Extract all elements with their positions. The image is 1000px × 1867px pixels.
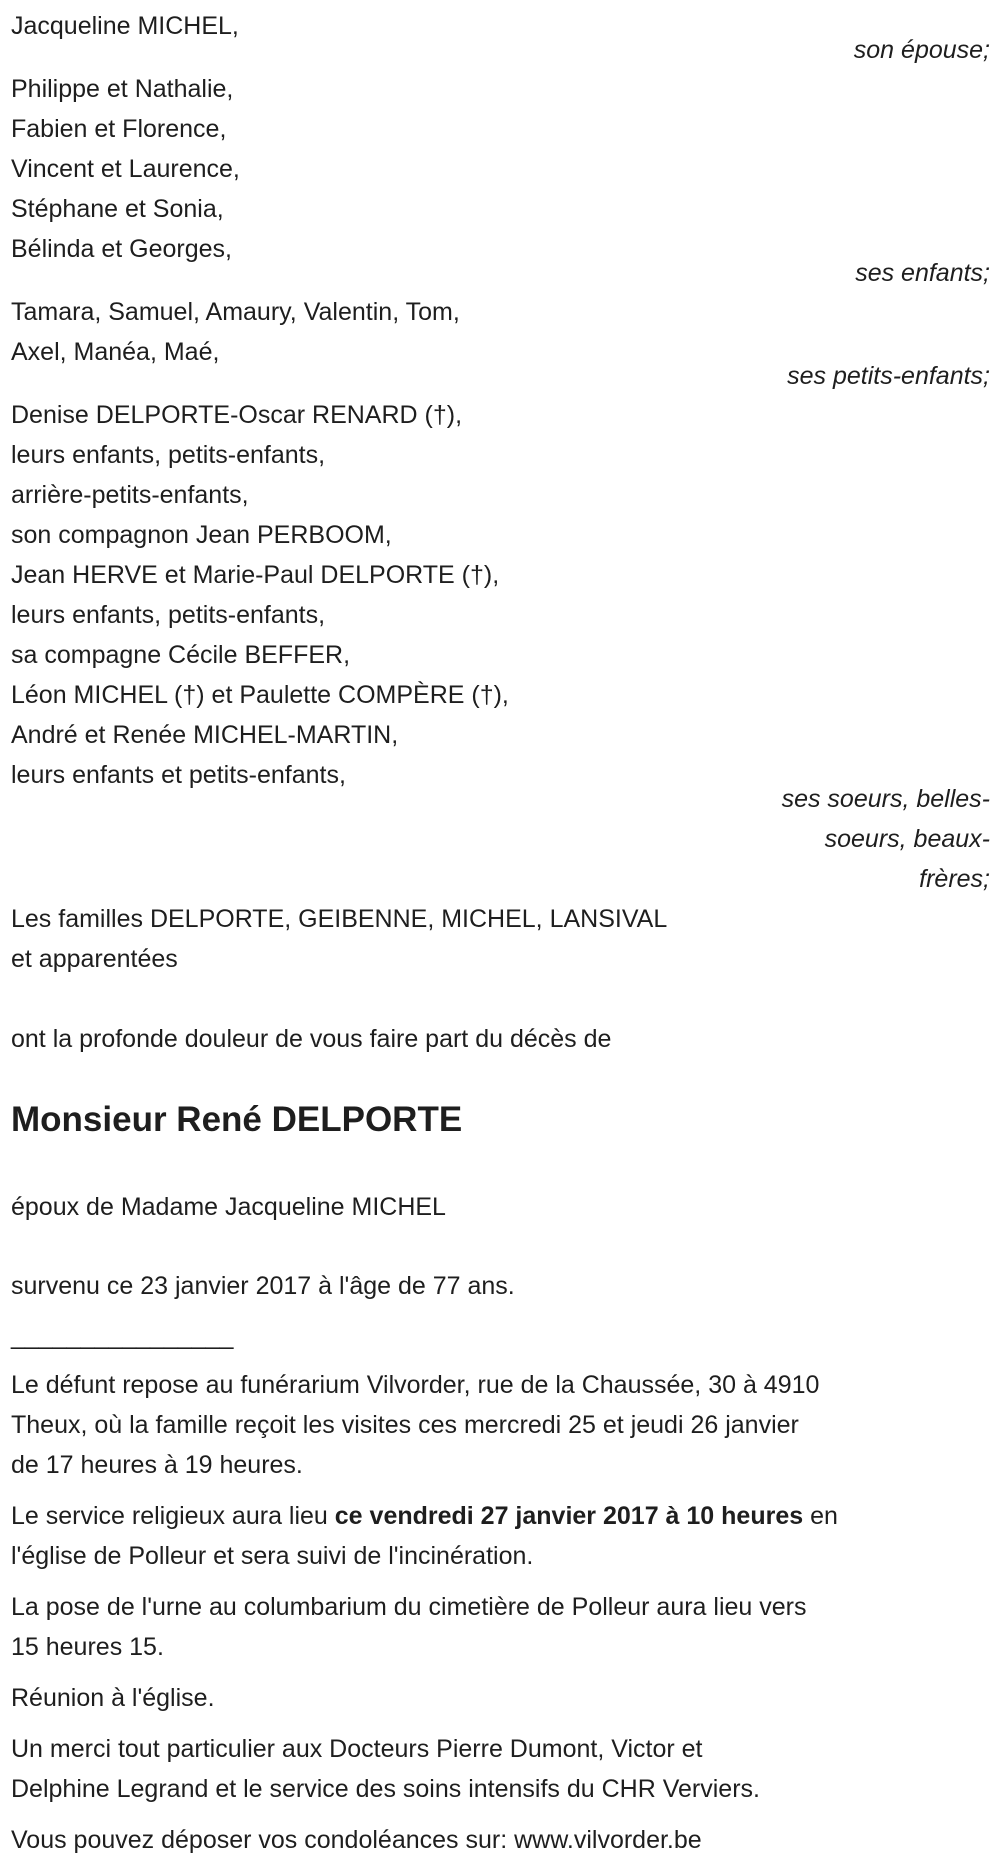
paragraph-line	[11, 1769, 990, 1809]
family-member-line: sa compagne Cécile BEFFER,	[11, 641, 351, 669]
text-segment: Le défunt repose au funérarium Vilvorder, rue de la Chaussée, 30 à 4910	[11, 1371, 820, 1399]
family-member-line: Fabien et Florence,	[11, 115, 227, 143]
separator: ________________	[11, 1322, 234, 1350]
family-member-line: leurs enfants, petits-enfants,	[11, 441, 326, 469]
detail-paragraph	[11, 1496, 990, 1576]
family-member-line: Léon MICHEL (†) et Paulette COMPÈRE (†),	[11, 681, 509, 709]
announcement-text: ont la profonde douleur de vous faire part du décès de	[11, 1025, 612, 1053]
detail-paragraph	[11, 1729, 990, 1809]
family-member-line: Tamara, Samuel, Amaury, Valentin, Tom,	[11, 298, 460, 326]
text-segment: 15 heures 15.	[11, 1633, 164, 1661]
paragraph-line	[11, 1536, 990, 1576]
family-member-line: arrière-petits-enfants,	[11, 481, 249, 509]
spouse-line: époux de Madame Jacqueline MICHEL	[11, 1193, 446, 1221]
service-datetime: ce vendredi 27 janvier 2017 à 10 heures	[334, 1502, 804, 1530]
text-segment: en	[803, 1502, 838, 1530]
paragraph-line	[11, 1820, 990, 1860]
relation-label-line: son épouse;	[853, 36, 990, 64]
family-member-line: Vincent et Laurence,	[11, 155, 240, 183]
relation-label-line: ses enfants;	[855, 259, 990, 287]
family-member-line: André et Renée MICHEL-MARTIN,	[11, 721, 399, 749]
paragraph-line	[11, 1729, 990, 1769]
family-list	[11, 6, 990, 899]
text-segment: Réunion à l'église.	[11, 1684, 215, 1712]
relation-label-line: soeurs, beaux-	[824, 825, 990, 853]
detail-paragraph	[11, 1365, 990, 1485]
relation-label	[11, 779, 990, 899]
family-group	[11, 292, 990, 396]
text-segment: Le service religieux aura lieu	[11, 1502, 335, 1530]
text-segment: Delphine Legrand et le service des soins intensifs du CHR Verviers.	[11, 1775, 760, 1803]
family-member-line: Philippe et Nathalie,	[11, 75, 234, 103]
death-line: survenu ce 23 janvier 2017 à l'âge de 77 ans.	[11, 1272, 515, 1300]
condolences-link[interactable]: www.vilvorder.be	[514, 1826, 702, 1854]
family-group	[11, 6, 990, 70]
family-member-line: leurs enfants et petits-enfants,	[11, 761, 346, 789]
paragraph-line	[11, 1587, 990, 1627]
text-segment: de 17 heures à 19 heures.	[11, 1451, 303, 1479]
family-member-line: Denise DELPORTE-Oscar RENARD (†),	[11, 401, 463, 429]
paragraph-line	[11, 1496, 990, 1536]
paragraph-line	[11, 1445, 990, 1485]
text-segment: l'église de Polleur et sera suivi de l'incinération.	[11, 1542, 534, 1570]
relation-label-line: frères;	[919, 865, 990, 893]
families-line: et apparentées	[11, 945, 178, 973]
paragraph-line	[11, 1678, 990, 1718]
family-member-line: Stéphane et Sonia,	[11, 195, 224, 223]
family-member-line: leurs enfants, petits-enfants,	[11, 601, 326, 629]
families-line: Les familles DELPORTE, GEIBENNE, MICHEL, LANSIVAL	[11, 905, 668, 933]
text-segment: Un merci tout particulier aux Docteurs Pierre Dumont, Victor et	[11, 1735, 703, 1763]
relation-label-line: ses petits-enfants;	[787, 362, 990, 390]
paragraph-line	[11, 1405, 990, 1445]
text-segment: Theux, où la famille reçoit les visites ces mercredi 25 et jeudi 26 janvier	[11, 1411, 799, 1439]
deceased-name: Monsieur René DELPORTE	[11, 1100, 463, 1139]
family-member-line: Bélinda et Georges,	[11, 235, 232, 263]
families-block	[11, 899, 990, 979]
family-group	[11, 69, 990, 293]
relation-label-line: ses soeurs, belles-	[781, 785, 990, 813]
paragraph-line	[11, 1627, 990, 1667]
details	[11, 1365, 990, 1860]
family-group	[11, 395, 990, 899]
family-member-line: Axel, Manéa, Maé,	[11, 338, 220, 366]
detail-paragraph	[11, 1820, 990, 1860]
detail-paragraph	[11, 1678, 990, 1718]
detail-paragraph	[11, 1587, 990, 1667]
family-member-line: Jean HERVE et Marie-Paul DELPORTE (†),	[11, 561, 500, 589]
paragraph-line	[11, 1365, 990, 1405]
text-segment: La pose de l'urne au columbarium du cimetière de Polleur aura lieu vers	[11, 1593, 807, 1621]
family-member-line: son compagnon Jean PERBOOM,	[11, 521, 392, 549]
family-member-line: Jacqueline MICHEL,	[11, 12, 239, 40]
text-segment: Vous pouvez déposer vos condoléances sur:	[11, 1826, 515, 1854]
